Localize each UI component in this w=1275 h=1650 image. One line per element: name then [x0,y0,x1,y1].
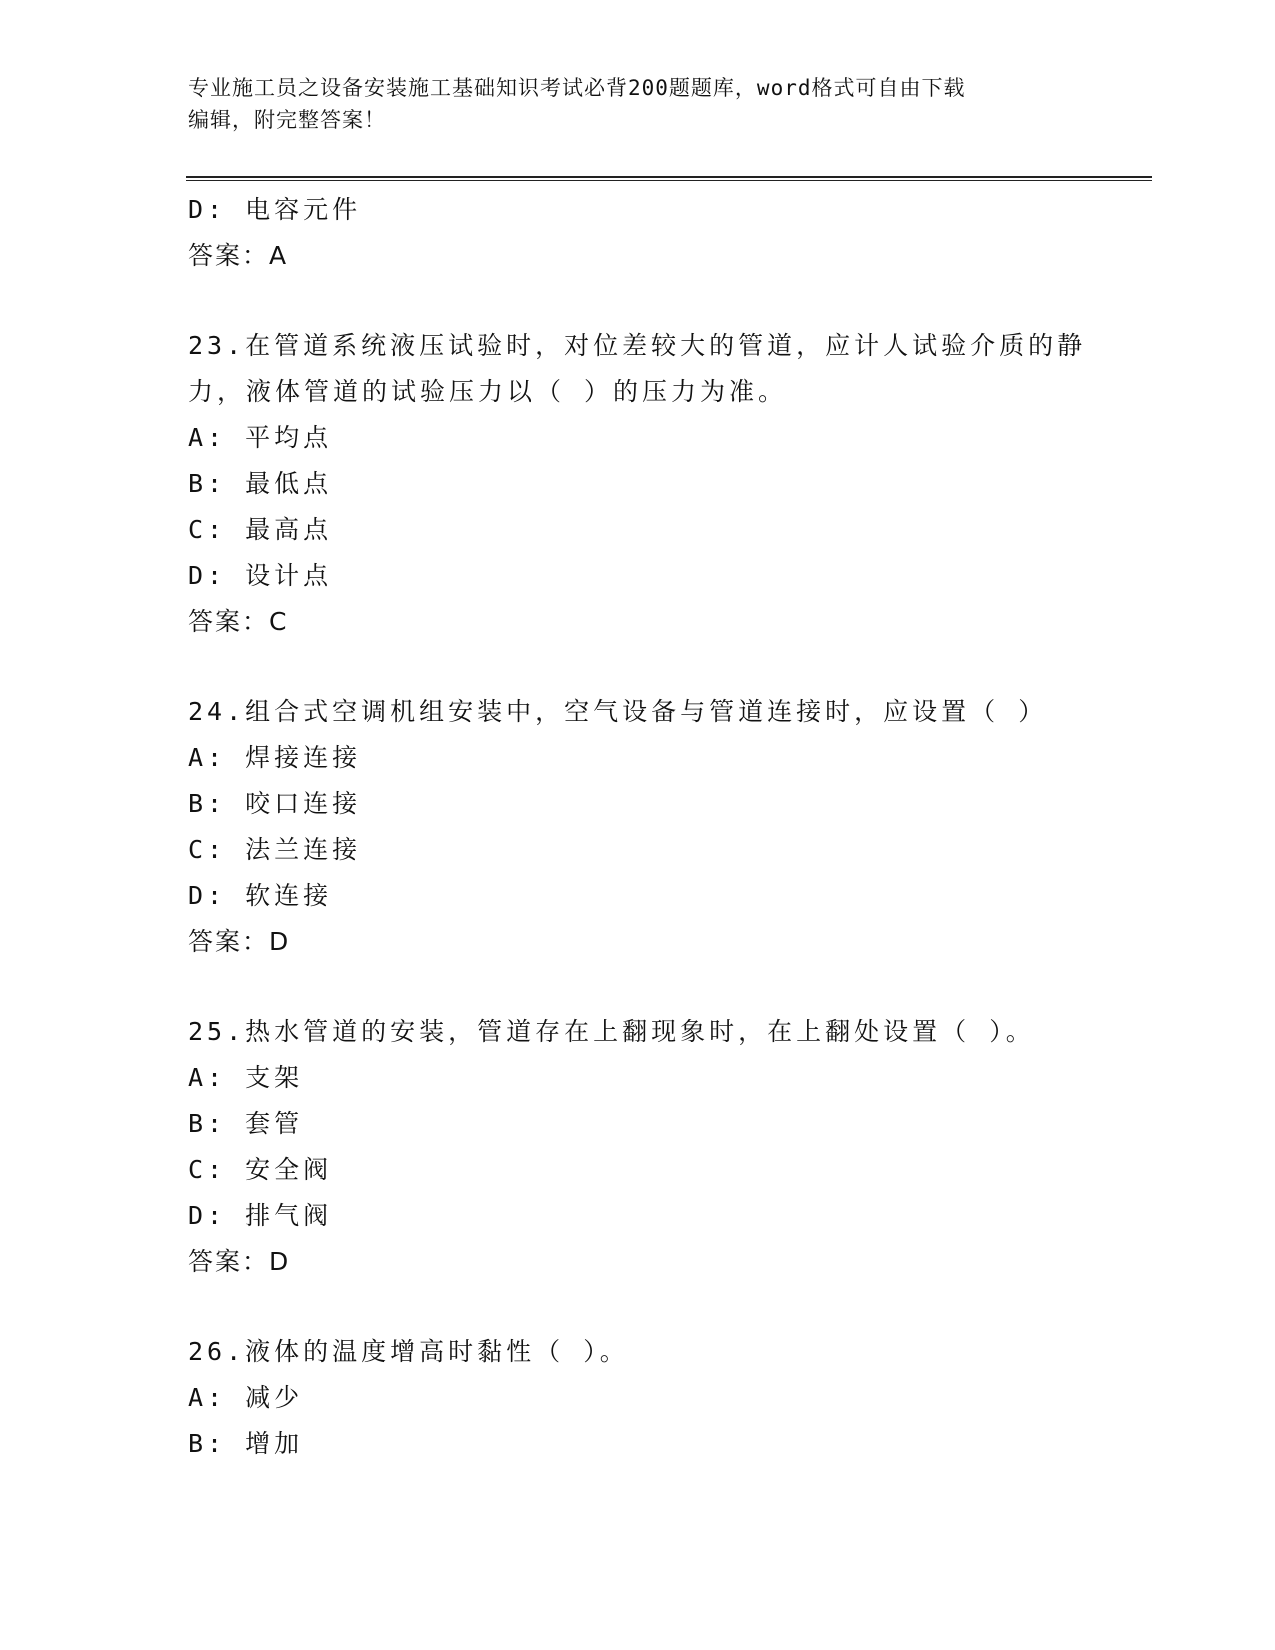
page-header [188,72,1088,136]
question-text [188,323,1088,415]
answer: 答案：D [188,927,291,956]
option-a: A: 平均点 [188,423,333,452]
option-a: A: 支架 [188,1063,304,1092]
document-body [188,187,1088,1467]
question-text: 24.组合式空调机组安装中，空气设备与管道连接时，应设置（ ） [188,697,1048,726]
question-text: 25.热水管道的安装，管道存在上翻现象时，在上翻处设置（ ）。 [188,1017,1035,1046]
option-d: D: 电容元件 [188,195,362,224]
option-d: D: 软连接 [188,881,333,910]
answer: 答案：D [188,1247,291,1276]
carryover-block [188,187,1088,279]
header-divider [186,176,1152,181]
question-24 [188,689,1088,965]
question-text-line-2: 力，液体管道的试验压力以（ ）的压力为准。 [188,377,788,406]
option-c: C: 最高点 [188,515,333,544]
option-d: D: 排气阀 [188,1201,333,1230]
question-text-line-1: 23.在管道系统液压试验时，对位差较大的管道，应计人试验介质的静 [188,331,1087,360]
question-26 [188,1329,1088,1467]
option-a: A: 焊接连接 [188,743,362,772]
option-b: B: 咬口连接 [188,789,362,818]
header-title-line-1: 专业施工员之设备安装施工基础知识考试必背200题题库，word格式可自由下载 [188,76,966,100]
option-b: B: 增加 [188,1429,304,1458]
option-c: C: 安全阀 [188,1155,333,1184]
header-title-line-2: 编辑，附完整答案！ [188,108,386,132]
answer: 答案：A [188,241,289,270]
option-d: D: 设计点 [188,561,333,590]
question-25 [188,1009,1088,1285]
option-c: C: 法兰连接 [188,835,362,864]
question-23 [188,323,1088,645]
option-a: A: 减少 [188,1383,304,1412]
question-text: 26.液体的温度增高时黏性（ ）。 [188,1337,629,1366]
option-b: B: 套管 [188,1109,304,1138]
answer: 答案：C [188,607,289,636]
option-b: B: 最低点 [188,469,333,498]
